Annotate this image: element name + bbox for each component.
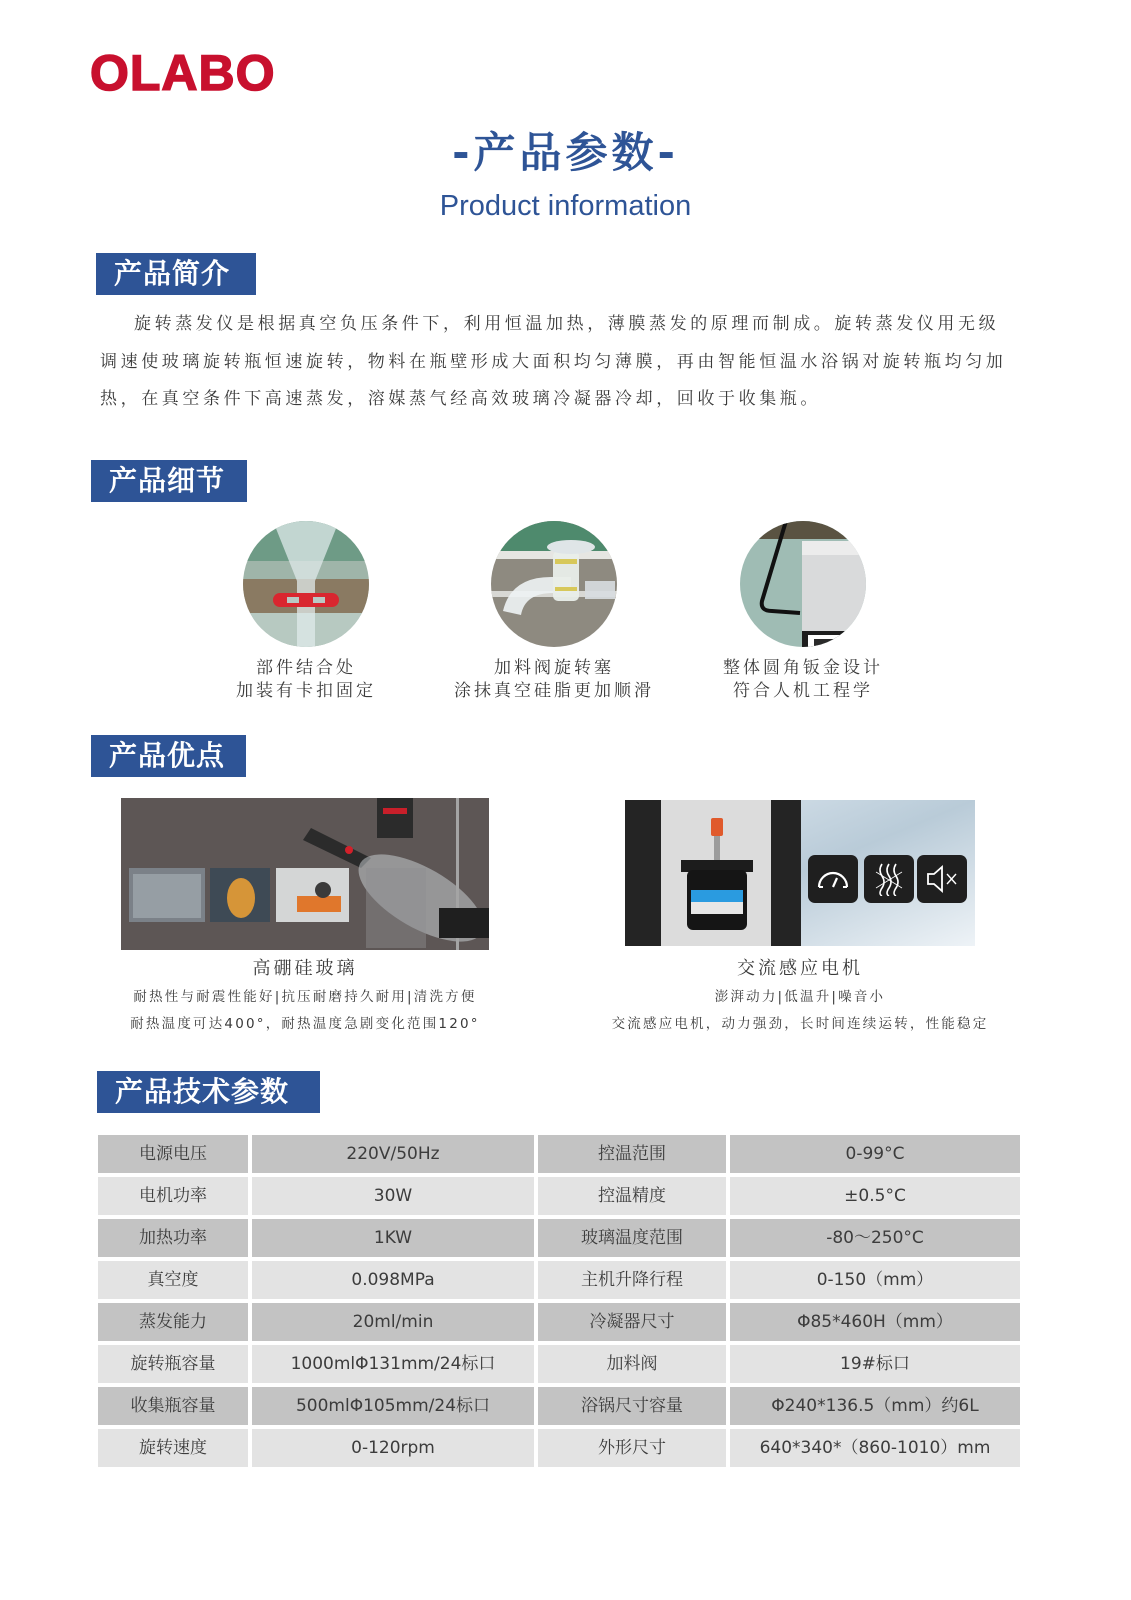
spec-label: 控温精度 xyxy=(538,1177,726,1215)
table-row xyxy=(98,1429,1020,1467)
spec-label: 控温范围 xyxy=(538,1135,726,1173)
spec-value: -80～250°C xyxy=(730,1219,1020,1257)
section-tag-intro: 产品简介 xyxy=(96,253,256,295)
spec-label: 电机功率 xyxy=(98,1177,248,1215)
detail-caption-line2: 符合人机工程学 xyxy=(733,681,873,701)
spec-value: Φ240*136.5（mm）约6L xyxy=(730,1387,1020,1425)
page-title: -产品参数- xyxy=(452,128,679,177)
spec-value: 1KW xyxy=(252,1219,534,1257)
spec-value: 20ml/min xyxy=(252,1303,534,1341)
section-tag-advantages: 产品优点 xyxy=(91,735,246,777)
spec-value: ±0.5°C xyxy=(730,1177,1020,1215)
feed-valve-photo xyxy=(491,521,617,647)
table-row xyxy=(98,1261,1020,1299)
table-row xyxy=(98,1177,1020,1215)
spec-label: 旋转瓶容量 xyxy=(98,1345,248,1383)
advantage-line2-motor: 交流感应电机，动力强劲，长时间连续运转，性能稳定 xyxy=(611,1016,989,1032)
intro-paragraph: 旋转蒸发仪是根据真空负压条件下，利用恒温加热，薄膜蒸发的原理而制成。旋转蒸发仪用无级调速使玻璃旋转瓶恒速旋转，物料在瓶壁形成大面积均匀薄膜，再由智能恒温水浴锅对旋转瓶均匀加热，在真空条件下高速蒸发，溶媒蒸气经高效玻璃冷凝器冷却，回收于收集瓶。 xyxy=(100,314,1007,409)
spec-label: 加料阀 xyxy=(538,1345,726,1383)
detail-caption-line1: 部件结合处 xyxy=(256,658,356,678)
detail-caption-line1: 整体圆角钣金设计 xyxy=(723,658,883,678)
ac-motor-photo xyxy=(625,800,975,946)
page-subtitle: Product information xyxy=(439,190,692,222)
detail-item-valve xyxy=(424,521,684,703)
spec-label: 冷凝器尺寸 xyxy=(538,1303,726,1341)
spec-label: 蒸发能力 xyxy=(98,1303,248,1341)
advantage-title-motor: 交流感应电机 xyxy=(737,958,863,979)
table-row xyxy=(98,1387,1020,1425)
spec-label: 电源电压 xyxy=(98,1135,248,1173)
spec-table xyxy=(98,1135,1020,1471)
advantage-line1-glass: 耐热性与耐震性能好|抗压耐磨持久耐用|清洗方便 xyxy=(133,989,477,1005)
spec-label: 玻璃温度范围 xyxy=(538,1219,726,1257)
section-tag-details: 产品细节 xyxy=(91,460,247,502)
spec-value: 19#标口 xyxy=(730,1345,1020,1383)
spec-value: Φ85*460H（mm） xyxy=(730,1303,1020,1341)
detail-item-clamp xyxy=(176,521,436,703)
detail-caption-line2: 加装有卡扣固定 xyxy=(236,681,376,701)
sheet-metal-photo xyxy=(740,521,866,647)
mute-speaker-icon xyxy=(917,855,967,903)
table-row xyxy=(98,1303,1020,1341)
clamp-joint-photo xyxy=(243,521,369,647)
speedometer-icon xyxy=(808,855,858,903)
table-row xyxy=(98,1219,1020,1257)
borosilicate-glass-photo xyxy=(121,798,489,950)
spec-value: 0-150（mm） xyxy=(730,1261,1020,1299)
advantage-title-glass: 高硼硅玻璃 xyxy=(252,958,358,979)
brand-logo: OLABO xyxy=(90,45,276,101)
detail-item-sheet-metal xyxy=(673,521,933,703)
detail-caption-line1: 加料阀旋转塞 xyxy=(494,658,614,678)
advantage-line1-motor: 澎湃动力|低温升|噪音小 xyxy=(714,989,886,1005)
spec-label: 浴锅尺寸容量 xyxy=(538,1387,726,1425)
spec-label: 收集瓶容量 xyxy=(98,1387,248,1425)
spec-value: 640*340*（860-1010）mm xyxy=(730,1429,1020,1467)
detail-caption-line2: 涂抹真空硅脂更加顺滑 xyxy=(454,681,654,701)
spec-value: 30W xyxy=(252,1177,534,1215)
advantage-line2-glass: 耐热温度可达400°，耐热温度急剧变化范围120° xyxy=(130,1016,480,1032)
spec-label: 加热功率 xyxy=(98,1219,248,1257)
spec-label: 外形尺寸 xyxy=(538,1429,726,1467)
spec-value: 1000mlΦ131mm/24标口 xyxy=(252,1345,534,1383)
spec-value: 500mlΦ105mm/24标口 xyxy=(252,1387,534,1425)
spec-label: 真空度 xyxy=(98,1261,248,1299)
spec-value: 0.098MPa xyxy=(252,1261,534,1299)
spec-label: 主机升降行程 xyxy=(538,1261,726,1299)
table-row xyxy=(98,1135,1020,1173)
spec-value: 0-99°C xyxy=(730,1135,1020,1173)
section-tag-specs: 产品技术参数 xyxy=(97,1071,320,1113)
table-row xyxy=(98,1345,1020,1383)
heat-waves-icon xyxy=(864,855,914,903)
spec-value: 220V/50Hz xyxy=(252,1135,534,1173)
spec-value: 0-120rpm xyxy=(252,1429,534,1467)
spec-label: 旋转速度 xyxy=(98,1429,248,1467)
